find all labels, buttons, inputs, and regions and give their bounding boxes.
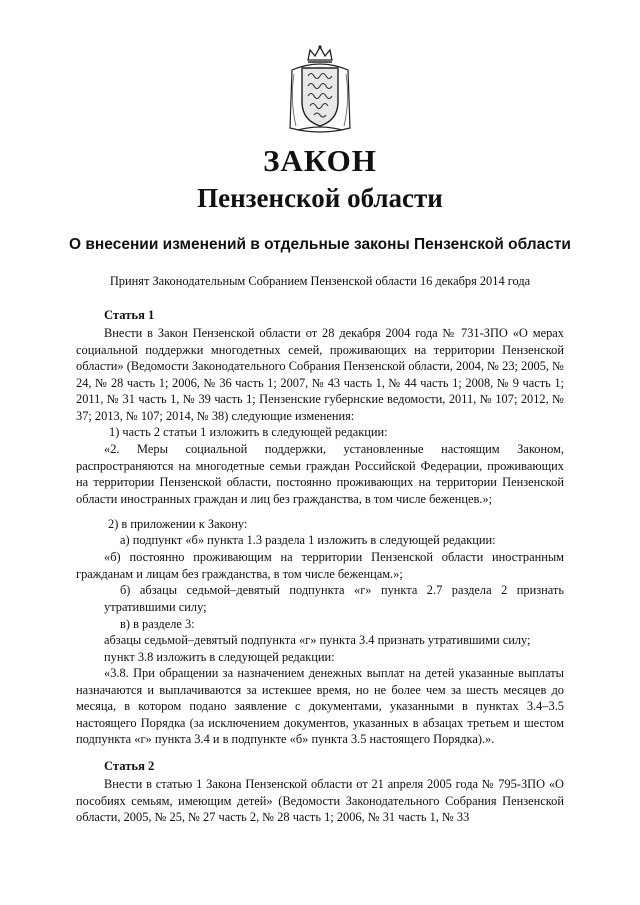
article-1-intro: Внести в Закон Пензенской области от 28 декабря 2004 года № 731-ЗПО «О мерах социальной поддержки многодетных семей, проживающих на территории Пензенской области» (Ведомости Законодательного Собрания Пензенской области, 2004, № 23; 2005, № 24, № 28 часть 1; 2006, № 36 часть 1; 2007, № 43 часть 1, № 44 часть 1; 2008, № 9 часть 1; 2011, № 31 часть 1, № 39 часть 1; Пензенские губернские ведомости, 2011, № 107; 2012, № 37; 2013, № 107; 2014, № 38) следующие изменения: [76, 326, 564, 423]
article-1-item-2: 2) в приложении к Закону: [108, 517, 248, 531]
article-2-heading: Статья 2 [104, 759, 155, 773]
law-title: ЗАКОН [263, 143, 377, 178]
coat-of-arms-icon [284, 44, 356, 136]
article-1-item-2v-line-1: абзацы седьмой–девятый подпункта «г» пункта 3.4 признать утратившими силу; [104, 633, 531, 647]
article-1-heading: Статья 1 [104, 308, 155, 322]
article-1-item-2v-line-2: пункт 3.8 изложить в следующей редакции: [104, 650, 335, 664]
region-title: Пензенской области [197, 183, 443, 213]
article-1-item-1: 1) часть 2 статьи 1 изложить в следующей редакции: [109, 425, 388, 439]
article-1-item-2a: а) подпункт «б» пункта 1.3 раздела 1 изложить в следующей редакции: [120, 533, 496, 547]
article-1-item-2v-text: «3.8. При обращении за назначением денежных выплат на детей указанные выплаты назначаются и выплачиваются за истекшее время, но не более чем за шесть месяцев до месяца, в котором подано заявление с документами, указанными в пунктах 3.4–3.5 настоящего Порядка (за исключением документов, указанных в абзацах третьем и шестом подпункта «г» пункта 3.4 и в подпункте «б» пункта 3.5 настоящего Порядка).». [76, 666, 564, 747]
adoption-note: Принят Законодательным Собранием Пензенской области 16 декабря 2014 года [109, 274, 531, 288]
article-1-item-2b: б) абзацы седьмой–девятый подпункта «г» пункта 2.7 раздела 2 признать утратившими силу; [104, 583, 564, 614]
article-1-item-2v: в) в разделе 3: [120, 617, 195, 631]
article-2-intro: Внести в статью 1 Закона Пензенской области от 21 апреля 2005 года № 795-ЗПО «О пособиях семьям, имеющим детей» (Ведомости Законодательного Собрания Пензенской области, 2005, № 25, № 27 часть 2, № 28 часть 1; 2006, № 31 часть 1, № 33 [76, 777, 564, 825]
article-1-item-1-text: «2. Меры социальной поддержки, установленные настоящим Законом, распространяются на многодетные семьи граждан Российской Федерации, проживающих на территории Пензенской области, постоянно проживающих на территории Пензенской области иностранных граждан и лиц без гражданства, в том числе беженцев.»; [76, 442, 564, 506]
article-1-item-2a-text: «б) постоянно проживающим на территории Пензенской области иностранным гражданам и лицам без гражданства, в том числе беженцам.»; [76, 550, 564, 581]
law-subject: О внесении изменений в отдельные законы Пензенской области [69, 236, 571, 253]
